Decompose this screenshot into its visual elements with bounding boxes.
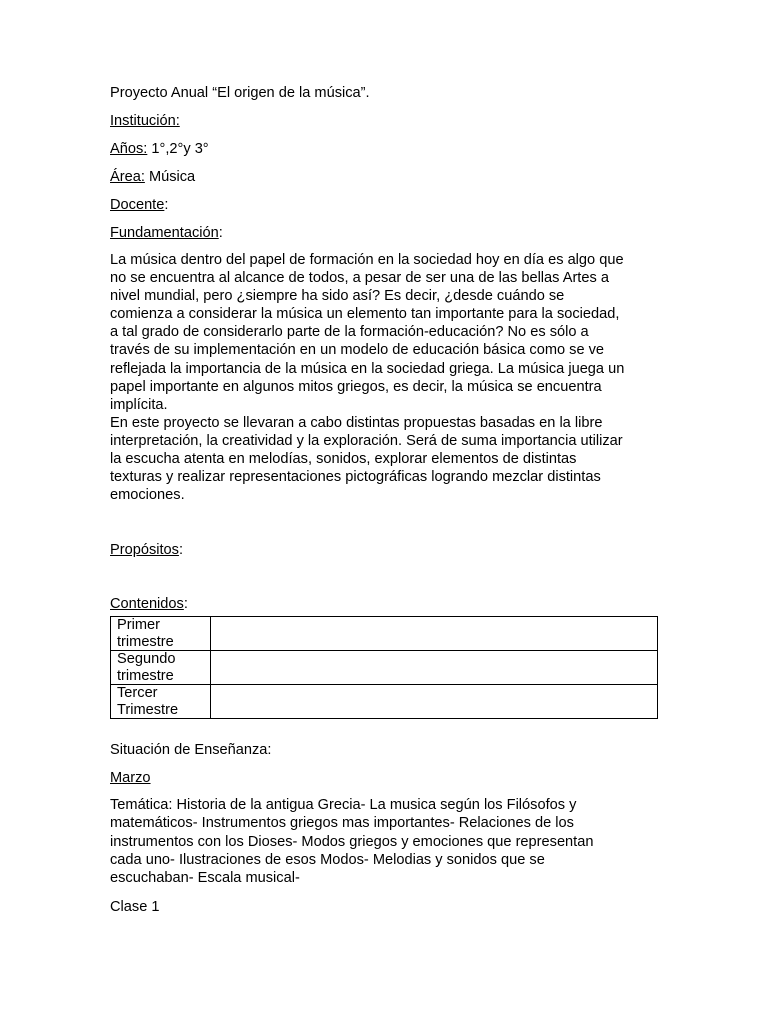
- table-cell-value: [211, 651, 658, 685]
- table-row: [111, 651, 658, 685]
- fundamentacion-heading: Fundamentación:: [110, 225, 223, 241]
- paragraph-line: emociones.: [110, 487, 185, 504]
- paragraph-line: no se encuentra al alcance de todos, a pesar de ser una de las bellas Artes a: [110, 270, 609, 287]
- fundamentacion-label: Fundamentación: [110, 225, 219, 241]
- clase-heading: Clase 1: [110, 898, 160, 915]
- paragraph-line: instrumentos con los Dioses- Modos griegos y emociones que representan: [110, 833, 594, 850]
- table-row: [111, 685, 658, 719]
- paragraph-line: papel importante en algunos mitos griegos, es decir, la música se encuentra: [110, 378, 602, 395]
- institucion-label: Institución:: [110, 113, 180, 129]
- paragraph-line: comienza a considerar la música un elemento tan importante para la sociedad,: [110, 306, 620, 323]
- paragraph-line: La música dentro del papel de formación en la sociedad hoy en día es algo que: [110, 252, 624, 268]
- tematica-paragraph: [110, 796, 670, 886]
- paragraph-line: implícita.: [110, 396, 168, 413]
- paragraph-line: texturas y realizar representaciones pictográficas logrando mezclar distintas: [110, 469, 601, 486]
- docente-field: Docente:: [110, 197, 169, 213]
- area-value: Música: [144, 169, 196, 185]
- paragraph-line: través de su implementación en un modelo de educación básica como se ve: [110, 342, 605, 359]
- propositos-heading: Propósitos:: [110, 542, 184, 559]
- docente-label: Docente: [110, 197, 165, 213]
- paragraph-line: reflejada la importancia de la música en la sociedad griega. La música juega un: [110, 360, 625, 377]
- table-cell-value: [211, 617, 658, 651]
- paragraph-line: escuchaban- Escala musical-: [110, 869, 300, 886]
- contenidos-label: Contenidos: [110, 596, 184, 613]
- paragraph-line: la escucha atenta en melodías, sonidos, explorar elementos de distintas: [110, 451, 577, 468]
- marzo-label: Marzo: [110, 770, 151, 787]
- situacion-heading: Situación de Enseñanza:: [110, 742, 272, 759]
- table-cell-value: [211, 685, 658, 719]
- paragraph-line: En este proyecto se llevaran a cabo distintas propuestas basadas en la libre: [110, 414, 603, 431]
- area-label: Área:: [110, 169, 145, 185]
- paragraph-line: interpretación, la creatividad y la exploración. Será de suma importancia utilizar: [110, 432, 623, 449]
- contenidos-heading: Contenidos:: [110, 596, 188, 613]
- fundamentacion-paragraph: [110, 251, 670, 504]
- table-row: [111, 617, 658, 651]
- paragraph-line: matemáticos- Instrumentos griegos mas importantes- Relaciones de los: [110, 815, 574, 832]
- propositos-label: Propósitos: [110, 542, 179, 559]
- institucion-field: [110, 112, 670, 130]
- paragraph-line: nivel mundial, pero ¿siempre ha sido así? Es decir, ¿desde cuándo se: [110, 288, 565, 305]
- paragraph-line: a tal grado de considerarlo parte de la formación-educación? No es sólo a: [110, 324, 589, 341]
- anos-label: Años:: [110, 141, 148, 157]
- table-cell-label: Primer trimestre: [111, 617, 211, 651]
- paragraph-line: Temática: Historia de la antigua Grecia- La musica según los Filósofos y: [110, 797, 577, 814]
- paragraph-line: cada uno- Ilustraciones de esos Modos- Melodias y sonidos que se: [110, 851, 545, 868]
- contenidos-table: [110, 616, 658, 719]
- document-page: [110, 84, 670, 916]
- area-field: [110, 168, 670, 186]
- marzo-heading: [110, 769, 670, 787]
- table-cell-label: Tercer Trimestre: [111, 685, 211, 719]
- document-title: Proyecto Anual “El origen de la música”.: [110, 85, 370, 101]
- table-cell-label: Segundo trimestre: [111, 651, 211, 685]
- anos-value: 1°,2°y 3°: [147, 141, 209, 157]
- anos-field: [110, 140, 670, 158]
